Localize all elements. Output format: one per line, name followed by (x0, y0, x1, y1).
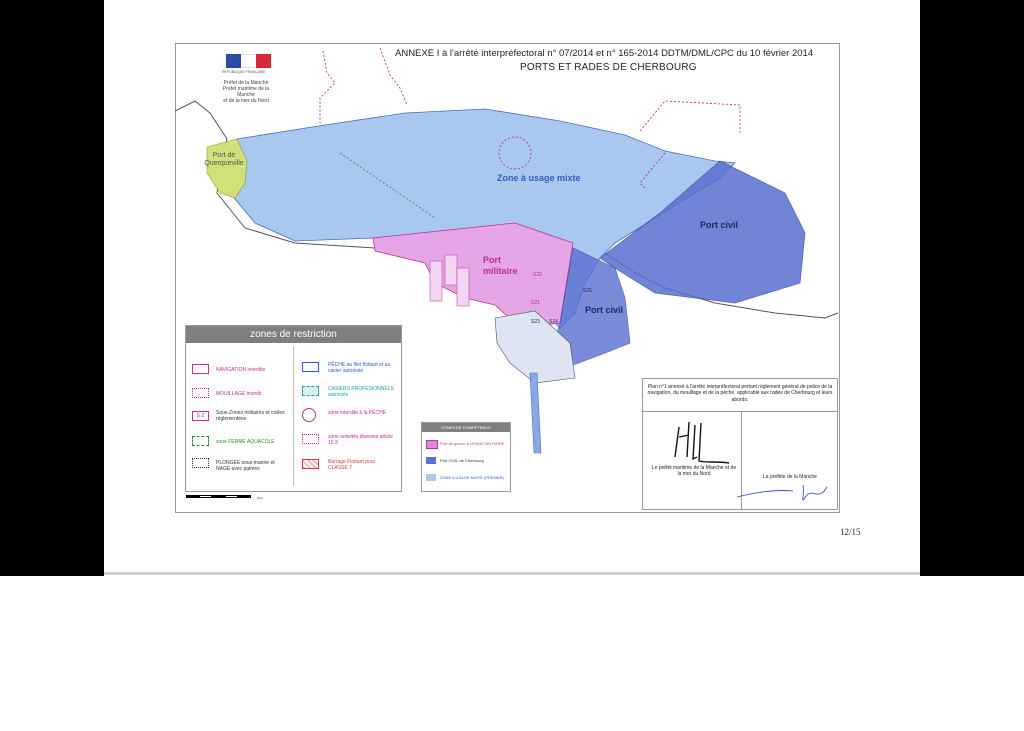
scale-bar (186, 495, 264, 501)
signature-prefete (733, 475, 837, 509)
swatch-peche (302, 362, 319, 372)
label-port-civil-east: Port civil (700, 220, 739, 230)
signature-divider-h (643, 411, 837, 412)
page-bottom-edge (104, 572, 920, 575)
swatch-interdite-peche (302, 408, 316, 422)
swatch-ferme-aquacole (192, 436, 209, 446)
page-number: 12/15 (840, 527, 861, 537)
competence-swatch-militaire (426, 440, 438, 449)
legend-mouillage: MOUILLAGE interdit (216, 391, 262, 397)
swatch-mouillage (192, 388, 209, 398)
label-s21: S21 (531, 300, 540, 306)
logo-caption: RÉPUBLIQUE FRANÇAISE (222, 70, 266, 74)
legend-activites: zone activités diverses article 10.2 (328, 434, 394, 446)
legend-casiers: CASIERS PROFESIONNELS autorisés (328, 386, 394, 398)
label-querqueville: Port de Querqueville (204, 152, 244, 167)
land-block-3 (457, 268, 469, 306)
plan-description: Plan n°1 annexé à l'arrêté interpréfectoral portant règlement général de police de la navigation, du mouillage et de la pêche, applicable aux rades de Cherbourg et leurs abords. (647, 384, 833, 403)
legend-plongee: PLONGÉE sous-marine et NAGE avec palmes (216, 460, 275, 472)
prefet-line-3: et de la mer du Nord (223, 98, 269, 104)
competence-militaire: Port de guerre à USAGE MILITAIRE (440, 441, 505, 446)
legend-ferme-aquacole: zone FERME AQUACOLE (216, 439, 275, 445)
land-block-2 (445, 255, 457, 285)
competence-civil: Port CIVIL de Cherbourg (440, 458, 484, 463)
swatch-plongee (192, 458, 209, 468)
land-block-1 (430, 261, 442, 301)
legend-title: zones de restriction (186, 326, 401, 343)
signature-right-text: La préfète de la Manche (763, 474, 817, 480)
swatch-navigation (192, 364, 209, 374)
french-flag-logo (226, 54, 271, 68)
signature-left-text: Le préfet maritime de la Manche et de la mer du Nord (651, 465, 737, 477)
prefet-block (215, 80, 277, 104)
label-s25: S25 (583, 288, 592, 294)
swatch-barrage (302, 459, 319, 469)
label-zone-mixte: Zone à usage mixte (497, 173, 581, 183)
scale-label: 1km (257, 496, 263, 500)
legend-interdite-peche: zone interdite à la PÊCHE (328, 410, 387, 416)
left-black-bar (0, 0, 104, 576)
label-s23: S23 (531, 319, 540, 325)
port-militaire-area (373, 223, 573, 328)
label-s22: S22 (533, 272, 542, 278)
competence-title: ZONES DE COMPÉTENCE (422, 423, 510, 432)
label-s24: S24 (549, 319, 558, 325)
jetty (530, 373, 541, 453)
competence-swatch-civil (426, 457, 436, 464)
restriction-box-east (640, 101, 740, 135)
legend-sous-zones: Sous-Zones militaires et civiles réglementées (216, 410, 285, 422)
swatch-sous-zones: S Z (192, 411, 209, 421)
label-port-civil-center: Port civil (585, 305, 624, 315)
right-black-bar (920, 0, 1024, 576)
signature-block (642, 378, 838, 510)
legend-divider (293, 346, 294, 486)
swatch-activites (302, 434, 319, 444)
competence-legend (421, 422, 511, 492)
legend-navigation: NAVIGATION interdite (216, 367, 266, 373)
legend-peche: PÊCHE au filet flottant et au casier autorisée (328, 362, 391, 374)
legend-barrage: Barrage Flottant pour CLASSE 7 (328, 459, 376, 471)
prefet-line-2: Préfet maritime de la Manche (222, 86, 270, 98)
label-port-militaire: Port militaire (483, 255, 518, 276)
restriction-line-north-1 (320, 51, 335, 123)
restriction-legend (185, 325, 402, 492)
competence-mixte: ZONE à USAGE MIXTE (PREMAR) (440, 475, 504, 480)
competence-swatch-mixte (426, 474, 436, 481)
page-title-line-2: PORTS ET RADES DE CHERBOURG (520, 62, 697, 73)
querqueville-area (207, 139, 247, 198)
page-title-line-1: ANNEXE I à l'arrêté interpréfectoral n° 07/2014 et n° 165-2014 DDTM/DML/CPC du 10 février 2014 (395, 48, 814, 59)
swatch-casiers (302, 386, 319, 396)
prefet-line-1: Préfet de la Manche (223, 80, 269, 86)
